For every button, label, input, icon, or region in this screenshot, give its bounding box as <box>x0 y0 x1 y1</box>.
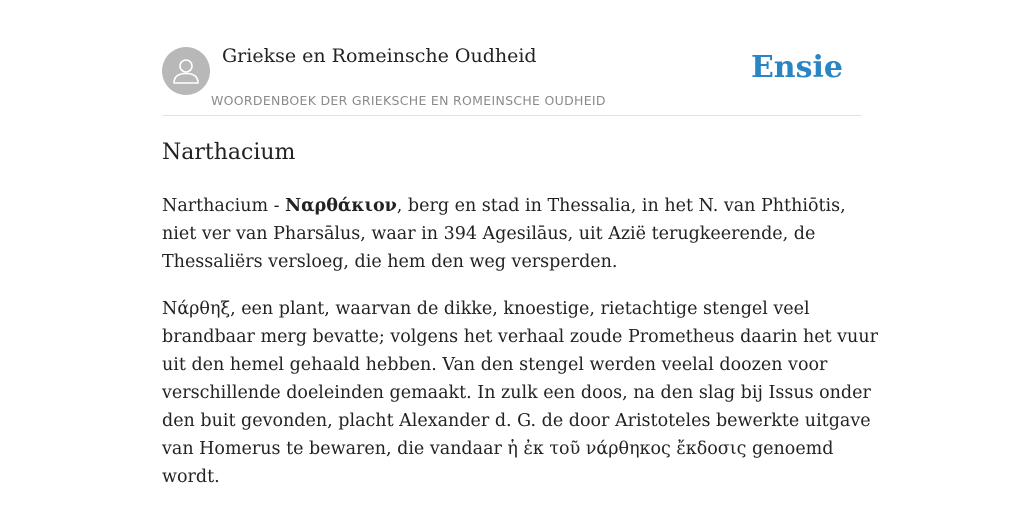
paragraph-line: Thessaliërs versloeg, die hem den weg versperden. <box>162 252 618 272</box>
paragraph-line: uit den hemel gehaald hebben. Van den stengel werden veelal doozen voor <box>162 355 828 375</box>
paragraph-line: wordt. <box>162 467 220 487</box>
site-subtitle: WOORDENBOEK DER GRIEKSCHE EN ROMEINSCHE OUDHEID <box>211 93 606 108</box>
paragraph-text: , berg en stad in Thessalia, in het N. van Phthiōtis, <box>396 196 846 216</box>
header-divider <box>162 115 862 116</box>
paragraph-line: van Homerus te bewaren, die vandaar ἡ ἐκ τοῦ νάρθηκος ἔκδοσις genoemd <box>162 439 834 459</box>
entry-term: Narthacium - <box>162 196 286 216</box>
paragraph-line <box>162 192 846 220</box>
paragraph-line: den buit gevonden, placht Alexander d. G. de door Aristoteles bewerkte uitgave <box>162 411 871 431</box>
brand-logo[interactable]: Ensie <box>750 50 843 85</box>
paragraph-line: brandbaar merg bevatte; volgens het verhaal zoude Prometheus daarin het vuur <box>162 327 878 347</box>
greek-term: Ναρθάκιον <box>285 196 397 216</box>
user-icon <box>162 47 210 95</box>
avatar <box>162 47 210 95</box>
site-title[interactable]: Griekse en Romeinsche Oudheid <box>222 45 537 67</box>
paragraph-line: Νάρθηξ, een plant, waarvan de dikke, knoestige, rietachtige stengel veel <box>162 299 810 319</box>
entry-paragraph-1 <box>162 192 846 276</box>
entry-paragraph-2 <box>162 295 878 491</box>
page-title: Narthacium <box>162 140 296 165</box>
paragraph-line: niet ver van Pharsālus, waar in 394 Agesilāus, uit Azië terugkeerende, de <box>162 224 816 244</box>
paragraph-line: verschillende doeleinden gemaakt. In zulk een doos, na den slag bij Issus onder <box>162 383 871 403</box>
